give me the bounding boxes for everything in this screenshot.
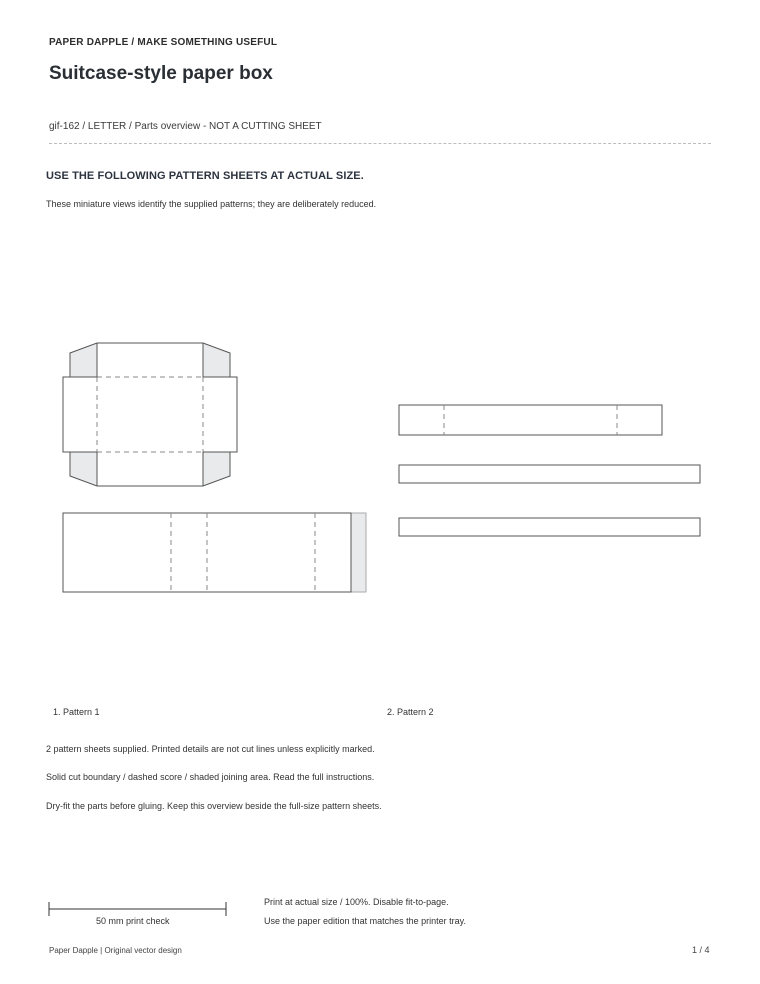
note-1: 2 pattern sheets supplied. Printed details are not cut lines unless explicitly marked. [46,744,375,754]
pattern-2-caption: 2. Pattern 2 [387,707,434,717]
print-check-label: 50 mm print check [96,916,170,926]
pattern-1-caption: 1. Pattern 1 [53,707,100,717]
instructions-heading: USE THE FOLLOWING PATTERN SHEETS AT ACTUAL SIZE. [46,170,364,182]
brand-line: PAPER DAPPLE / MAKE SOMETHING USEFUL [49,37,278,48]
pattern-1-box-net [63,343,237,486]
intro-text: These miniature views identify the supplied patterns; they are deliberately reduced. [46,199,377,209]
pattern-1-wrap-strip [63,513,366,592]
note-3: Dry-fit the parts before gluing. Keep this overview beside the full-size pattern sheets. [46,801,382,811]
print-check-scale-bar [49,902,226,916]
print-instruction-1: Print at actual size / 100%. Disable fit-to-page. [264,897,449,907]
wrap-strip-glue-tab [351,513,366,592]
page-title: Suitcase-style paper box [49,63,273,84]
document-meta: gif-162 / LETTER / Parts overview - NOT A CUTTING SHEET [49,121,322,132]
page-number: 1 / 4 [692,945,710,955]
footer-credit: Paper Dapple | Original vector design [49,946,182,955]
pattern-2-strip-b [399,518,700,536]
print-instruction-2: Use the paper edition that matches the printer tray. [264,916,466,926]
pattern-2-handle-strip [399,405,662,435]
pattern-2-strip-a [399,465,700,483]
note-2: Solid cut boundary / dashed score / shaded joining area. Read the full instructions. [46,772,375,782]
